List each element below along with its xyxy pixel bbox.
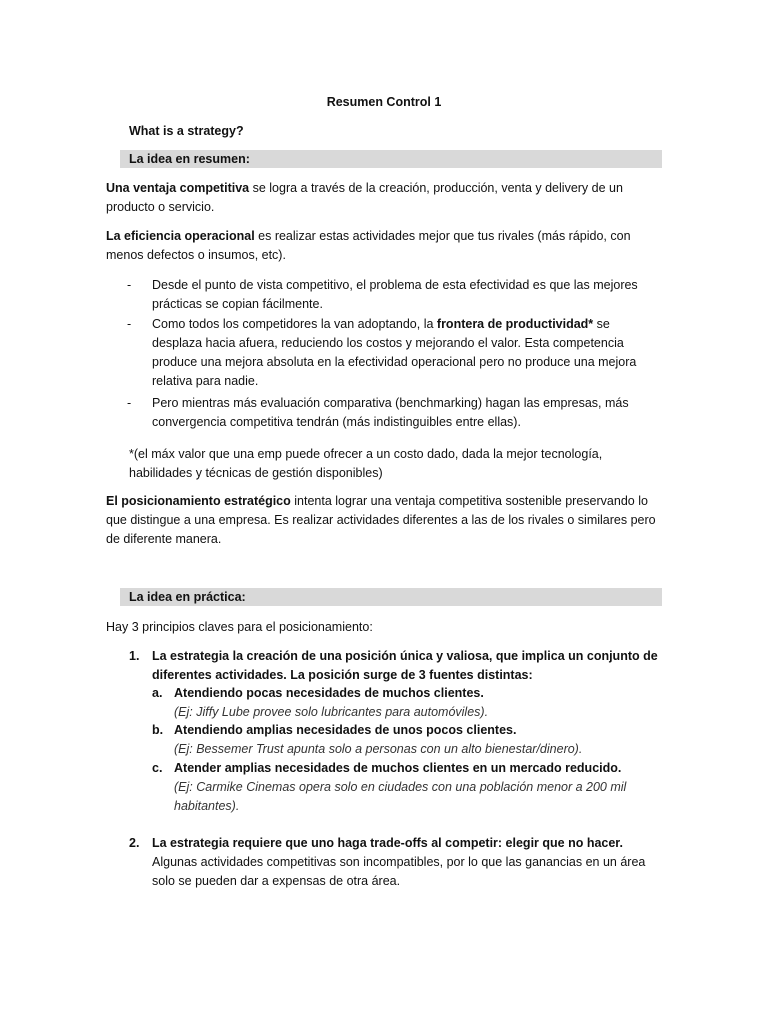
bullet-item [152, 315, 662, 391]
bullet-item-text: Como todos los competidores la van adoptando, la [152, 317, 437, 331]
term-posicionamiento-estrategico: El posicionamiento estratégico [106, 494, 291, 508]
bullet-marker: - [127, 278, 132, 292]
paragraph-ventaja-text: se logra a través de la creación, producción, venta y delivery de un producto o servicio. [106, 181, 623, 214]
paragraph-ventaja [106, 179, 662, 217]
sublist-item [174, 721, 662, 759]
list-number: 2. [129, 836, 140, 850]
sublist-item-text: Atender amplias necesidades de muchos clientes en un mercado reducido. [174, 761, 622, 775]
principle-one-text: La estrategia la creación de una posición única y valiosa, que implica un conjunto de diferentes actividades. La posición surge de 3 fuentes distintas: [152, 649, 658, 682]
bullet-item-text: se desplaza hacia afuera, reduciendo los costos y mejorando el valor. Esta competencia produce una mejora absoluta en la efectividad operacional pero no produce una mejora relativa para nadie. [152, 317, 637, 388]
term-frontera-productividad: frontera de productividad* [436, 317, 594, 331]
paragraph-eficiencia [106, 227, 662, 265]
sublist-letter: b. [152, 723, 164, 737]
sublist-item-text: Atendiendo amplias necesidades de unos pocos clientes. [174, 723, 517, 737]
sublist-letter: a. [152, 686, 163, 700]
term-ventaja-competitiva: Una ventaja competitiva [106, 181, 250, 195]
bullet-item: Pero mientras más evaluación comparativa (benchmarking) hagan las empresas, más convergencia competitiva tendrán (más indistinguibles entre ellas). [152, 396, 629, 429]
bullet-marker: - [127, 317, 132, 331]
sublist-item [174, 759, 662, 816]
section-header-resumen: La idea en resumen: [129, 152, 250, 166]
list-number: 1. [129, 649, 140, 663]
term-eficiencia-operacional: La eficiencia operacional [106, 229, 255, 243]
section-header-practica: La idea en práctica: [129, 590, 246, 604]
sublist-example: (Ej: Jiffy Lube provee solo lubricantes para automóviles). [174, 705, 489, 719]
paragraph-posicionamiento [106, 492, 662, 549]
section-header-bar [120, 588, 662, 606]
sublist-example: (Ej: Bessemer Trust apunta solo a personas con un alto bienestar/dinero). [174, 742, 583, 756]
bullet-marker: - [127, 396, 132, 410]
paragraph-posicionamiento-text: intenta lograr una ventaja competitiva sostenible preservando lo que distingue a una empresa. Es realizar actividades diferentes a las de los rivales o similares pero de diferente manera. [106, 494, 656, 546]
sublist-item-text: Atendiendo pocas necesidades de muchos clientes. [174, 686, 484, 700]
bullet-item: Desde el punto de vista competitivo, el problema de esta efectividad es que las mejores prácticas se copian fácilmente. [152, 278, 638, 311]
sublist-item [174, 684, 662, 722]
principles-intro: Hay 3 principios claves para el posicionamiento: [106, 620, 373, 634]
sublist-letter: c. [152, 761, 163, 775]
principle-two-detail: Algunas actividades competitivas son incompatibles, por lo que las ganancias en un área solo se pueden dar a expensas de otra área. [152, 855, 646, 888]
question-heading: What is a strategy? [129, 124, 244, 138]
paragraph-eficiencia-text: es realizar estas actividades mejor que tus rivales (más rápido, con menos defectos o insumos, etc). [106, 229, 631, 262]
footnote: *(el máx valor que una emp puede ofrecer a un costo dado, dada la mejor tecnología, habilidades y técnicas de gestión disponibles) [129, 447, 603, 480]
sublist-example: (Ej: Carmike Cinemas opera solo en ciudades con una población menor a 200 mil habitantes). [174, 780, 627, 813]
section-header-bar [120, 150, 662, 168]
principle-two-text [152, 834, 662, 891]
principle-two-statement: La estrategia requiere que uno haga trade-offs al competir: elegir que no hacer. [152, 836, 623, 850]
document-title: Resumen Control 1 [326, 95, 442, 109]
